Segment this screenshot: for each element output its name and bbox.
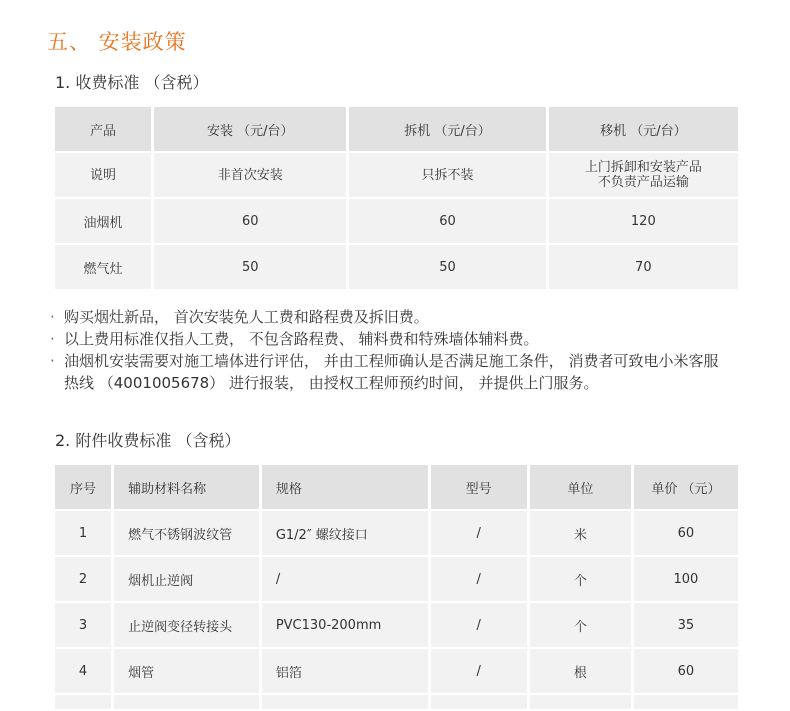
table-cell: 个 xyxy=(530,557,631,601)
note-text-continued: 热线 （4001005678） 进行报装， 由授权工程师预约时间， 并提供上门服务。 xyxy=(64,374,599,392)
notes-list xyxy=(50,306,750,394)
bullet-icon: · xyxy=(50,330,55,348)
price-table-title: 1. 收费标准 （含税） xyxy=(55,73,209,92)
header-cell: 单价 （元） xyxy=(634,465,738,509)
note-text: 以上费用标准仅指人工费， 不包含路程费、 辅料费和特殊墙体辅料费。 xyxy=(64,330,539,348)
table-row xyxy=(55,153,738,197)
table-cell: 60 xyxy=(634,511,738,555)
table-cell: 2 xyxy=(55,557,111,601)
table-cell: 60 xyxy=(154,199,346,243)
table-cell: / xyxy=(431,511,527,555)
header-cell: 序号 xyxy=(55,465,111,509)
table-cell: 120 xyxy=(549,199,738,243)
table-cell xyxy=(530,695,631,709)
table-cell xyxy=(114,695,259,709)
header-cell: 规格 xyxy=(262,465,428,509)
table-row xyxy=(55,557,738,601)
table-cell: 个 xyxy=(530,603,631,647)
header-cell: 拆机 （元/台） xyxy=(349,107,545,151)
table-cell: / xyxy=(431,557,527,601)
table-cell: 烟机止逆阀 xyxy=(114,557,259,601)
accessories-table xyxy=(52,463,741,711)
table-cell: 50 xyxy=(349,245,545,289)
note-text: 油烟机安装需要对施工墙体进行评估， 并由工程师确认是否满足施工条件， 消费者可致电小米客服 xyxy=(64,352,719,370)
price-table xyxy=(52,105,741,291)
table-cell: 说明 xyxy=(55,153,151,197)
header-cell: 型号 xyxy=(431,465,527,509)
table-cell: 50 xyxy=(154,245,346,289)
bullet-icon: · xyxy=(50,352,55,370)
table-cell: 35 xyxy=(634,603,738,647)
header-cell: 安装 （元/台） xyxy=(154,107,346,151)
table-row xyxy=(55,511,738,555)
list-item xyxy=(50,350,750,394)
table-cell: 100 xyxy=(634,557,738,601)
table-cell xyxy=(431,695,527,709)
table-cell: 米 xyxy=(530,511,631,555)
table-cell: 烟管 xyxy=(114,649,259,693)
header-cell: 单位 xyxy=(530,465,631,509)
table-cell xyxy=(262,695,428,709)
section-title: 五、 安装政策 xyxy=(47,30,187,54)
table-row xyxy=(55,603,738,647)
cell-line: 上门拆卸和安装产品 xyxy=(584,160,702,175)
table-header-row xyxy=(55,107,738,151)
table-cell: / xyxy=(431,603,527,647)
cell-line: 不负责产品运输 xyxy=(597,175,689,190)
header-cell: 辅助材料名称 xyxy=(114,465,259,509)
table-row xyxy=(55,245,738,289)
bullet-icon: · xyxy=(50,308,55,326)
table-header-row xyxy=(55,465,738,509)
table-cell: 60 xyxy=(349,199,545,243)
header-cell: 移机 （元/台） xyxy=(549,107,738,151)
table-cell: 60 xyxy=(634,649,738,693)
list-item xyxy=(50,306,750,328)
table-cell: 根 xyxy=(530,649,631,693)
table-cell xyxy=(55,695,111,709)
table-cell: / xyxy=(262,557,428,601)
list-item xyxy=(50,328,750,350)
table-cell: 燃气灶 xyxy=(55,245,151,289)
table-cell: 3 xyxy=(55,603,111,647)
table-cell: 4 xyxy=(55,649,111,693)
note-text: 购买烟灶新品， 首次安装免人工费和路程费及拆旧费。 xyxy=(64,308,429,326)
table-cell: 70 xyxy=(549,245,738,289)
table-cell: 只拆不装 xyxy=(349,153,545,197)
table-cell: 燃气不锈钢波纹管 xyxy=(114,511,259,555)
table-cell xyxy=(549,153,738,197)
table-cell: 非首次安装 xyxy=(154,153,346,197)
table-cell: 油烟机 xyxy=(55,199,151,243)
table-cell: 止逆阀变径转接头 xyxy=(114,603,259,647)
header-cell: 产品 xyxy=(55,107,151,151)
table-row-partial xyxy=(55,695,738,709)
table-row xyxy=(55,649,738,693)
table-cell: PVC130-200mm xyxy=(262,603,428,647)
table-cell xyxy=(634,695,738,709)
accessories-table-title: 2. 附件收费标准 （含税） xyxy=(55,431,241,450)
table-cell: 1 xyxy=(55,511,111,555)
table-row xyxy=(55,199,738,243)
table-cell: G1/2″ 螺纹接口 xyxy=(262,511,428,555)
table-cell: / xyxy=(431,649,527,693)
table-cell: 铝箔 xyxy=(262,649,428,693)
